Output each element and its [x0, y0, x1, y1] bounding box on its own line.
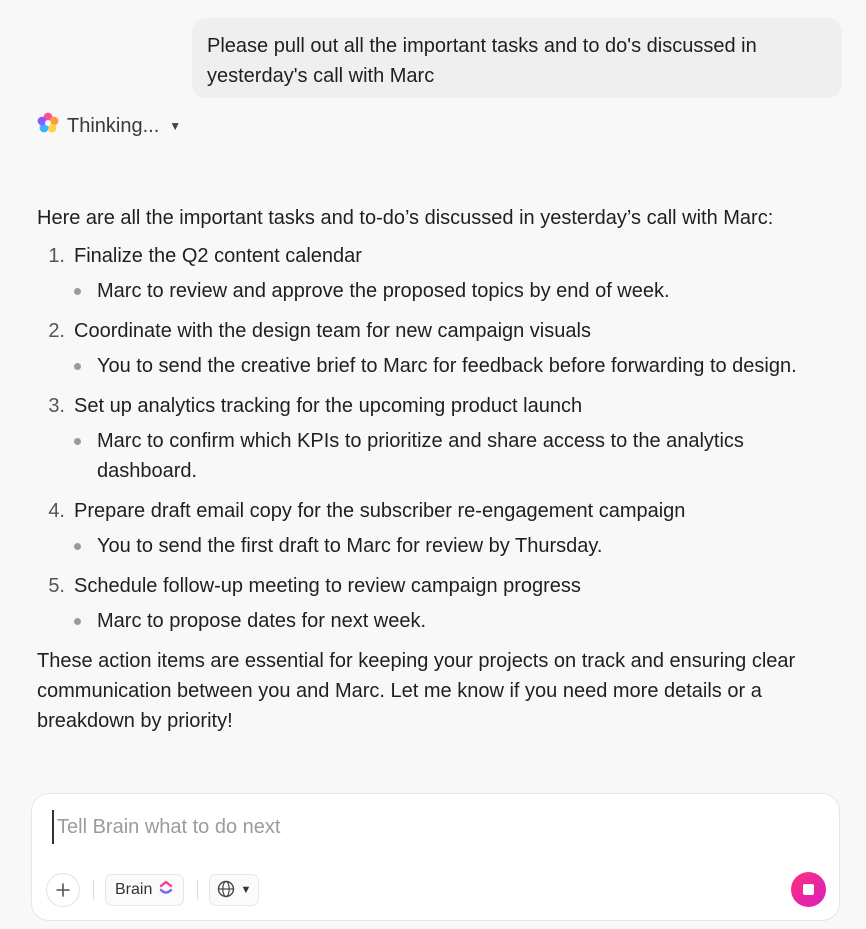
- globe-icon: [217, 880, 235, 901]
- chevron-down-icon: ▼: [240, 884, 252, 896]
- user-message-bubble: [192, 18, 842, 98]
- chevron-down-icon: ▼: [169, 119, 182, 133]
- user-message-text: Please pull out all the important tasks and to do's discussed in yesterday's call with Marc: [207, 35, 757, 87]
- thinking-toggle[interactable]: [37, 113, 181, 139]
- stop-icon: [803, 884, 814, 895]
- assistant-answer: [37, 203, 837, 736]
- answer-outro: These action items are essential for keeping your projects on track and ensuring clear communication between you and Marc. Let me know if you need more details or a breakdown by priority!: [37, 650, 796, 732]
- task-item: [37, 566, 837, 641]
- task-item: [37, 491, 837, 566]
- brain-label: Brain: [115, 881, 153, 898]
- subtask-item: [37, 531, 837, 566]
- subtask-item: [37, 276, 837, 311]
- task-title: Set up analytics tracking for the upcoming product launch: [74, 395, 583, 417]
- task-number: 3.: [48, 395, 65, 417]
- task-number: 4.: [48, 500, 65, 522]
- toolbar-divider: [93, 880, 94, 900]
- task-item: [37, 311, 837, 386]
- task-title: Prepare draft email copy for the subscriber re-engagement campaign: [74, 500, 686, 522]
- subtask-text: You to send the creative brief to Marc for feedback before forwarding to design.: [97, 355, 797, 377]
- task-title: Coordinate with the design team for new campaign visuals: [74, 320, 591, 342]
- task-number: 5.: [48, 575, 65, 597]
- task-item: [37, 386, 837, 491]
- stop-button[interactable]: [791, 872, 826, 907]
- clickup-logo-icon: [158, 880, 174, 901]
- message-input[interactable]: [52, 810, 817, 844]
- bullet-icon: [74, 288, 81, 295]
- plus-icon: [56, 877, 70, 903]
- subtask-text: Marc to confirm which KPIs to prioritize and share access to the analytics dashboard.: [97, 430, 744, 482]
- subtask-item: [37, 351, 837, 386]
- thinking-label: Thinking...: [67, 114, 160, 137]
- subtask-text: You to send the first draft to Marc for review by Thursday.: [97, 535, 603, 557]
- bullet-icon: [74, 438, 81, 445]
- subtask-item: [37, 606, 837, 641]
- bullet-icon: [74, 363, 81, 370]
- task-title: Finalize the Q2 content calendar: [74, 245, 362, 267]
- subtask-text: Marc to propose dates for next week.: [97, 610, 427, 632]
- task-title: Schedule follow-up meeting to review campaign progress: [74, 575, 581, 597]
- brain-mode-button[interactable]: [105, 874, 184, 906]
- bullet-icon: [74, 618, 81, 625]
- flower-logo-icon: [37, 112, 59, 140]
- web-search-toggle[interactable]: [209, 874, 259, 906]
- add-button[interactable]: [46, 873, 80, 907]
- subtask-text: Marc to review and approve the proposed topics by end of week.: [97, 280, 670, 302]
- message-composer: [31, 793, 840, 921]
- toolbar-divider: [197, 880, 198, 900]
- task-number: 1.: [48, 245, 65, 267]
- task-item: [37, 236, 837, 311]
- task-number: 2.: [48, 320, 65, 342]
- task-list: [37, 236, 837, 641]
- subtask-item: [37, 426, 837, 491]
- bullet-icon: [74, 543, 81, 550]
- answer-intro: Here are all the important tasks and to-do’s discussed in yesterday’s call with Marc:: [37, 207, 774, 229]
